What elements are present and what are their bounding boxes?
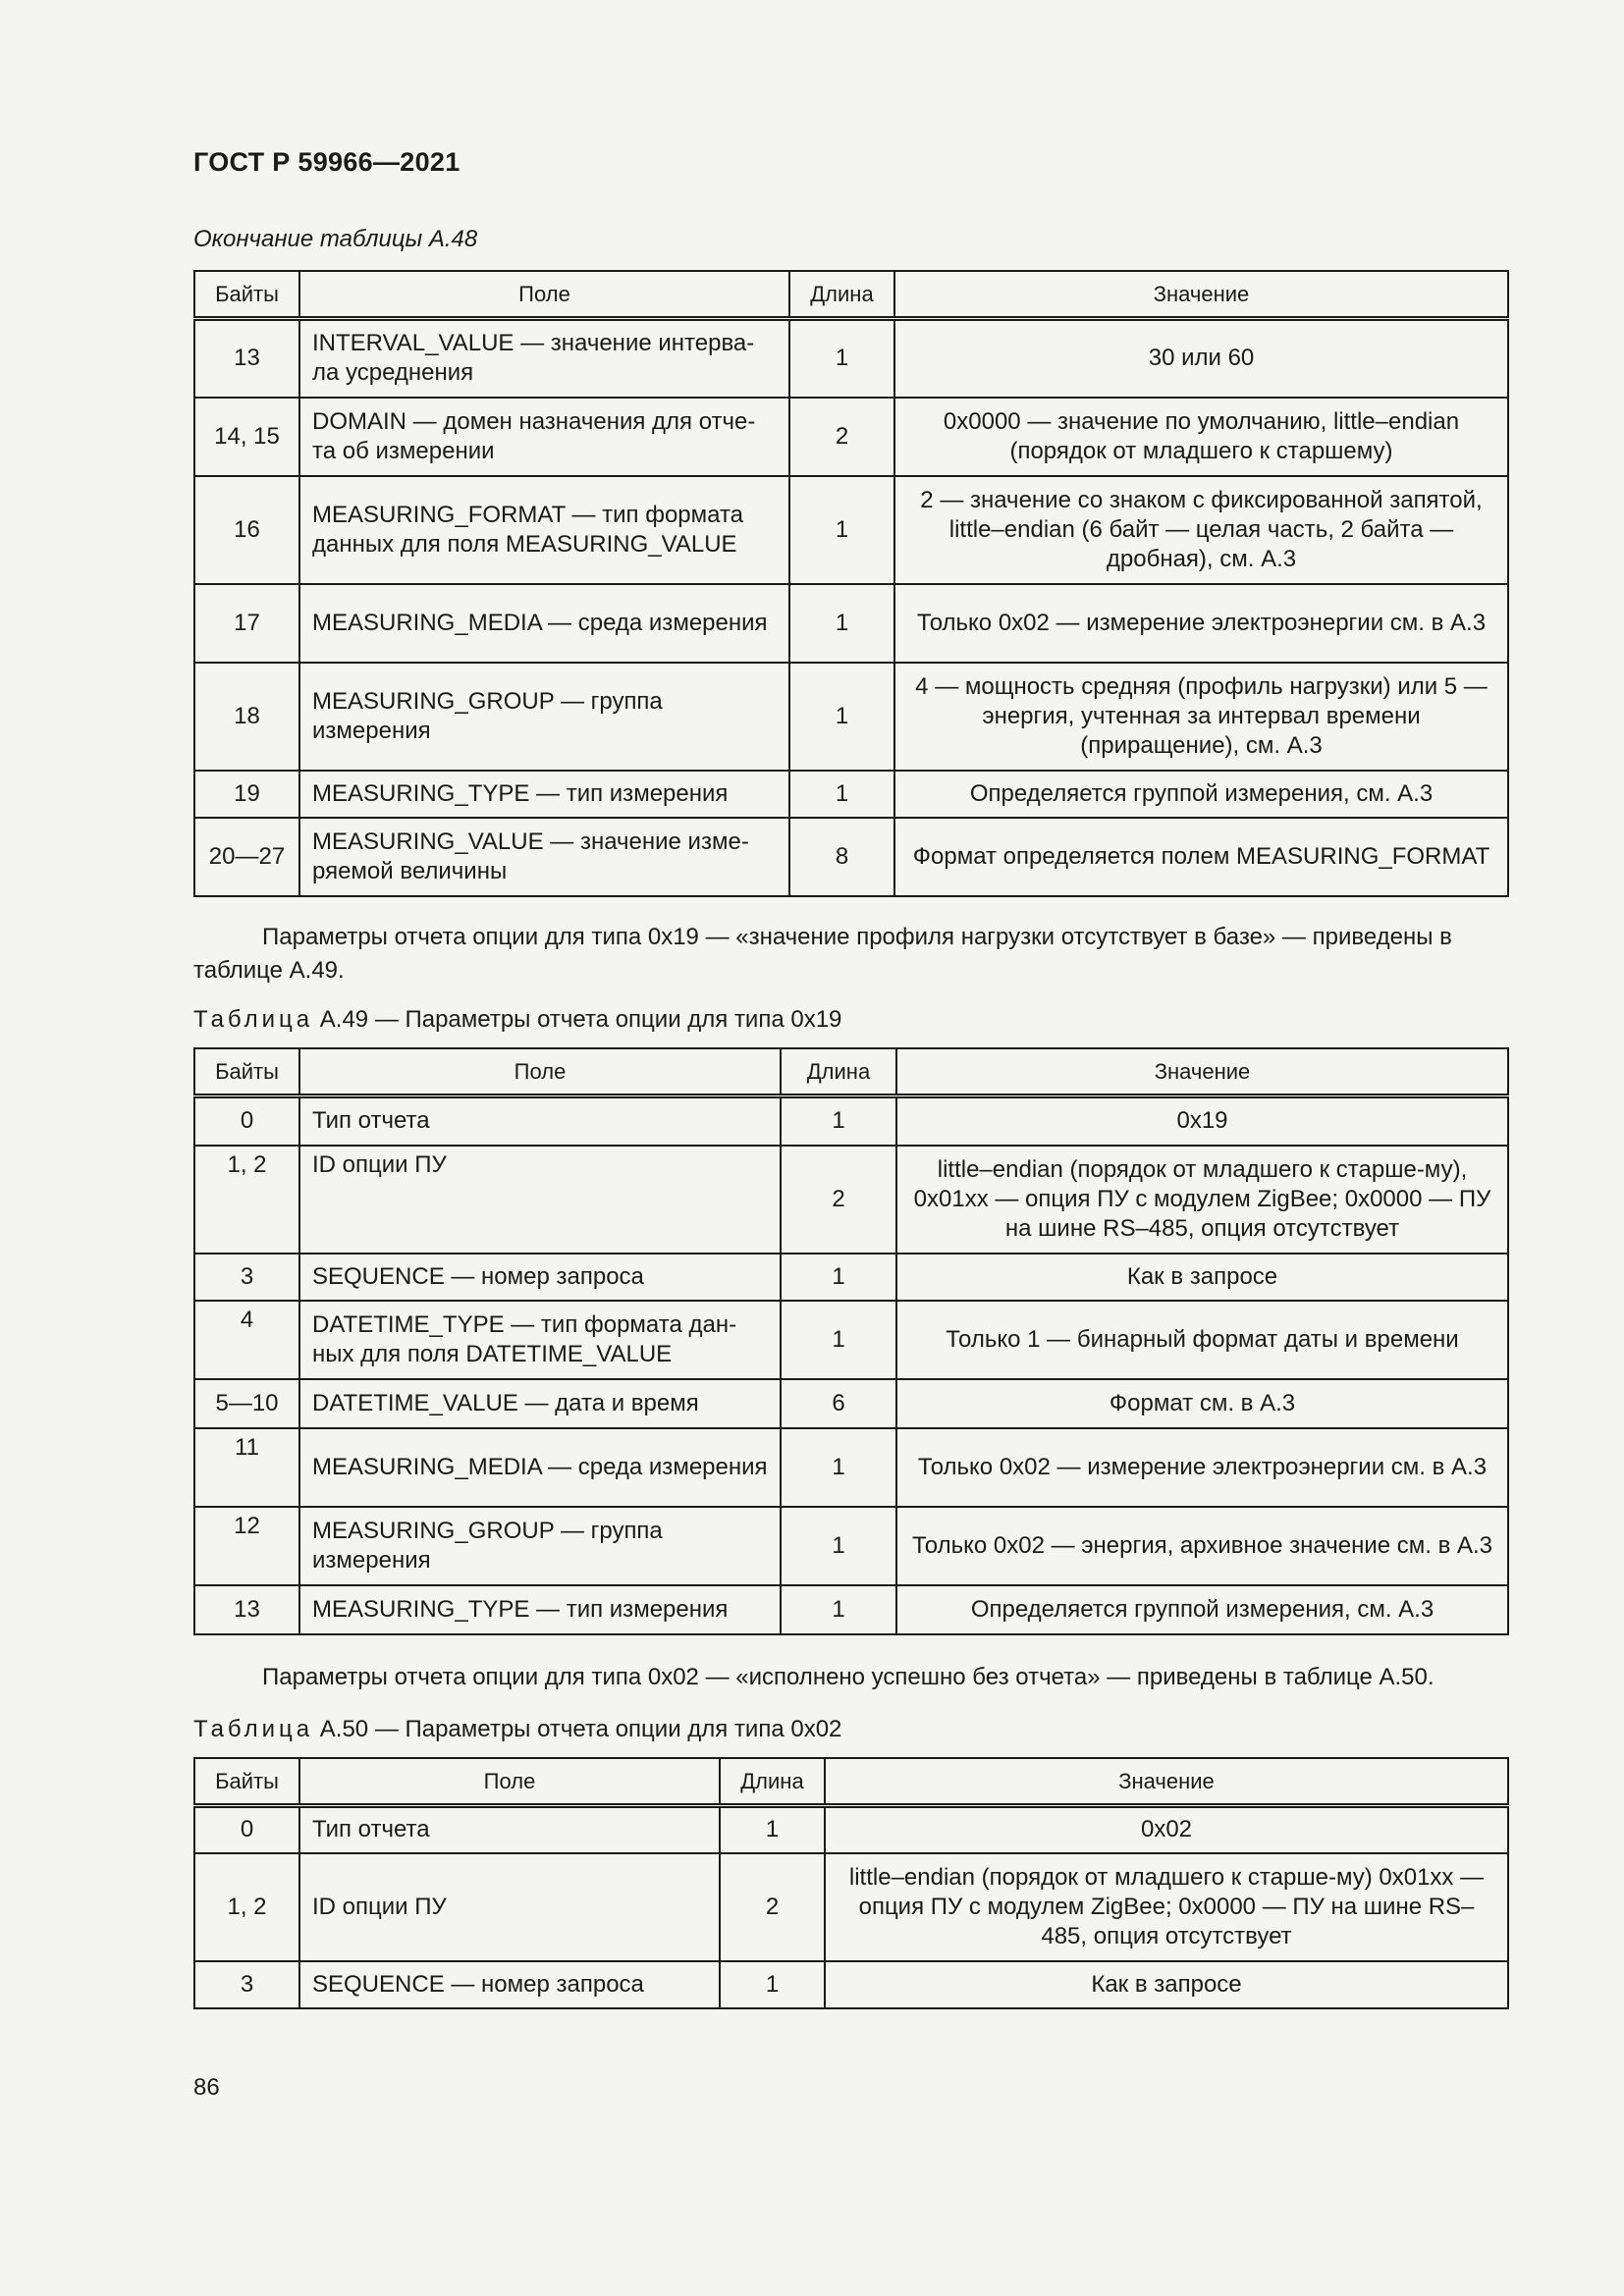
caption-text: А.50 — Параметры отчета опции для типа 0x02 <box>319 1716 842 1742</box>
cell-bytes: 1, 2 <box>194 1146 299 1254</box>
cell-length: 2 <box>781 1146 896 1254</box>
table-row <box>194 1096 1508 1146</box>
cell-field: MEASURING_GROUP — группа измерения <box>299 1507 781 1585</box>
cell-bytes: 12 <box>194 1507 299 1585</box>
table-row <box>194 1428 1508 1507</box>
cell-length: 8 <box>789 818 894 896</box>
table-row <box>194 476 1508 584</box>
cell-value: little–endian (порядок от младшего к старше-му), 0x01xx — опция ПУ с модулем ZigBee; 0x0000 — ПУ на шине RS–485, опция отсутствует <box>896 1146 1508 1254</box>
cell-length: 1 <box>789 319 894 398</box>
table-row <box>194 584 1508 663</box>
cell-bytes: 3 <box>194 1961 299 2008</box>
cell-field: DATETIME_TYPE — тип формата дан-ных для поля DATETIME_VALUE <box>299 1301 781 1379</box>
cell-field: MEASURING_MEDIA — среда измерения <box>299 1428 781 1507</box>
cell-length: 1 <box>781 1096 896 1146</box>
cell-value: 0x02 <box>825 1806 1508 1853</box>
table-50-caption <box>193 1716 841 1743</box>
paragraph-table-50-intro: Параметры отчета опции для типа 0x02 — «исполнено успешно без отчета» — приведены в таблице А.50. <box>262 1664 1435 1690</box>
cell-bytes: 17 <box>194 584 299 663</box>
cell-length: 1 <box>781 1428 896 1507</box>
column-header-length: Длина <box>781 1048 896 1096</box>
cell-length: 1 <box>781 1254 896 1301</box>
cell-field: INTERVAL_VALUE — значение интерва-ла усреднения <box>299 319 789 398</box>
cell-length: 1 <box>781 1507 896 1585</box>
cell-bytes: 19 <box>194 771 299 818</box>
cell-field: DATETIME_VALUE — дата и время <box>299 1379 781 1428</box>
table-row <box>194 818 1508 896</box>
cell-field: MEASURING_TYPE — тип измерения <box>299 771 789 818</box>
cell-value: Определяется группой измерения, см. А.3 <box>896 1585 1508 1634</box>
cell-bytes: 14, 15 <box>194 398 299 476</box>
cell-field: MEASURING_MEDIA — среда измерения <box>299 584 789 663</box>
table-row <box>194 319 1508 398</box>
cell-length: 2 <box>720 1853 825 1961</box>
column-header-value: Значение <box>825 1758 1508 1806</box>
cell-value: Формат определяется полем MEASURING_FORMAT <box>894 818 1508 896</box>
cell-length: 2 <box>789 398 894 476</box>
cell-field: SEQUENCE — номер запроса <box>299 1961 720 2008</box>
cell-length: 1 <box>781 1585 896 1634</box>
cell-bytes: 1, 2 <box>194 1853 299 1961</box>
cell-field: ID опции ПУ <box>299 1146 781 1254</box>
cell-length: 1 <box>789 584 894 663</box>
cell-value: little–endian (порядок от младшего к старше-му) 0x01xx — опция ПУ с модулем ZigBee; 0x0000 — ПУ на шине RS–485, опция отсутствует <box>825 1853 1508 1961</box>
cell-value: Определяется группой измерения, см. А.3 <box>894 771 1508 818</box>
cell-length: 1 <box>781 1301 896 1379</box>
cell-bytes: 0 <box>194 1806 299 1853</box>
table-row <box>194 1806 1508 1853</box>
cell-length: 1 <box>720 1961 825 2008</box>
cell-field: MEASURING_FORMAT — тип формата данных для поля MEASURING_VALUE <box>299 476 789 584</box>
cell-field: ID опции ПУ <box>299 1853 720 1961</box>
column-header-length: Длина <box>720 1758 825 1806</box>
table-row <box>194 771 1508 818</box>
caption-prefix: Таблица <box>193 1006 314 1033</box>
cell-length: 1 <box>789 663 894 771</box>
table-header-row <box>194 271 1508 319</box>
cell-bytes: 4 <box>194 1301 299 1379</box>
caption-text: А.49 — Параметры отчета опции для типа 0x19 <box>319 1006 842 1033</box>
table-header-row <box>194 1048 1508 1096</box>
table-49-caption <box>193 1006 841 1034</box>
cell-value: Как в запросе <box>825 1961 1508 2008</box>
cell-field: MEASURING_GROUP — группа измерения <box>299 663 789 771</box>
cell-field: DOMAIN — домен назначения для отче-та об измерении <box>299 398 789 476</box>
table-row <box>194 1585 1508 1634</box>
page-number: 86 <box>193 2074 220 2101</box>
cell-value: 30 или 60 <box>894 319 1508 398</box>
cell-bytes: 5—10 <box>194 1379 299 1428</box>
cell-field: Тип отчета <box>299 1096 781 1146</box>
table-48 <box>193 270 1509 897</box>
column-header-bytes: Байты <box>194 1048 299 1096</box>
table-48-caption: Окончание таблицы А.48 <box>193 226 478 252</box>
table-row <box>194 1507 1508 1585</box>
cell-field: Тип отчета <box>299 1806 720 1853</box>
cell-bytes: 11 <box>194 1428 299 1507</box>
table-row <box>194 1146 1508 1254</box>
cell-bytes: 3 <box>194 1254 299 1301</box>
cell-value: Как в запросе <box>896 1254 1508 1301</box>
cell-value: Только 0x02 — энергия, архивное значение см. в А.3 <box>896 1507 1508 1585</box>
document-header: ГОСТ Р 59966—2021 <box>193 147 460 177</box>
cell-value: 0x0000 — значение по умолчанию, little–endian (порядок от младшего к старшему) <box>894 398 1508 476</box>
cell-length: 1 <box>720 1806 825 1853</box>
table-row <box>194 1853 1508 1961</box>
column-header-value: Значение <box>896 1048 1508 1096</box>
table-row <box>194 398 1508 476</box>
column-header-bytes: Байты <box>194 271 299 319</box>
cell-value: 4 — мощность средняя (профиль нагрузки) или 5 — энергия, учтенная за интервал времени (приращение), см. А.3 <box>894 663 1508 771</box>
table-row <box>194 1254 1508 1301</box>
cell-field: MEASURING_TYPE — тип измерения <box>299 1585 781 1634</box>
cell-value: Формат см. в А.3 <box>896 1379 1508 1428</box>
cell-value: Только 0x02 — измерение электроэнергии см. в А.3 <box>896 1428 1508 1507</box>
caption-prefix: Таблица <box>193 1716 314 1742</box>
cell-bytes: 13 <box>194 319 299 398</box>
table-header-row <box>194 1758 1508 1806</box>
column-header-value: Значение <box>894 271 1508 319</box>
cell-bytes: 18 <box>194 663 299 771</box>
column-header-length: Длина <box>789 271 894 319</box>
cell-bytes: 13 <box>194 1585 299 1634</box>
cell-length: 1 <box>789 771 894 818</box>
column-header-field: Поле <box>299 1048 781 1096</box>
cell-field: SEQUENCE — номер запроса <box>299 1254 781 1301</box>
table-row <box>194 1301 1508 1379</box>
cell-value: Только 0x02 — измерение электроэнергии см. в А.3 <box>894 584 1508 663</box>
cell-length: 1 <box>789 476 894 584</box>
table-50 <box>193 1757 1509 2009</box>
table-row <box>194 663 1508 771</box>
column-header-bytes: Байты <box>194 1758 299 1806</box>
cell-bytes: 0 <box>194 1096 299 1146</box>
column-header-field: Поле <box>299 1758 720 1806</box>
table-row <box>194 1961 1508 2008</box>
cell-length: 6 <box>781 1379 896 1428</box>
cell-value: Только 1 — бинарный формат даты и времени <box>896 1301 1508 1379</box>
column-header-field: Поле <box>299 271 789 319</box>
cell-field: MEASURING_VALUE — значение изме-ряемой величины <box>299 818 789 896</box>
table-row <box>194 1379 1508 1428</box>
table-49 <box>193 1047 1509 1635</box>
cell-bytes: 16 <box>194 476 299 584</box>
cell-value: 0x19 <box>896 1096 1508 1146</box>
cell-value: 2 — значение со знаком с фиксированной запятой, little–endian (6 байт — целая часть, 2 байта — дробная), см. А.3 <box>894 476 1508 584</box>
cell-bytes: 20—27 <box>194 818 299 896</box>
paragraph-table-49-intro: Параметры отчета опции для типа 0x19 — «значение профиля нагрузки отсутствует в базе» — приведены в таблице А.49. <box>193 924 1452 984</box>
